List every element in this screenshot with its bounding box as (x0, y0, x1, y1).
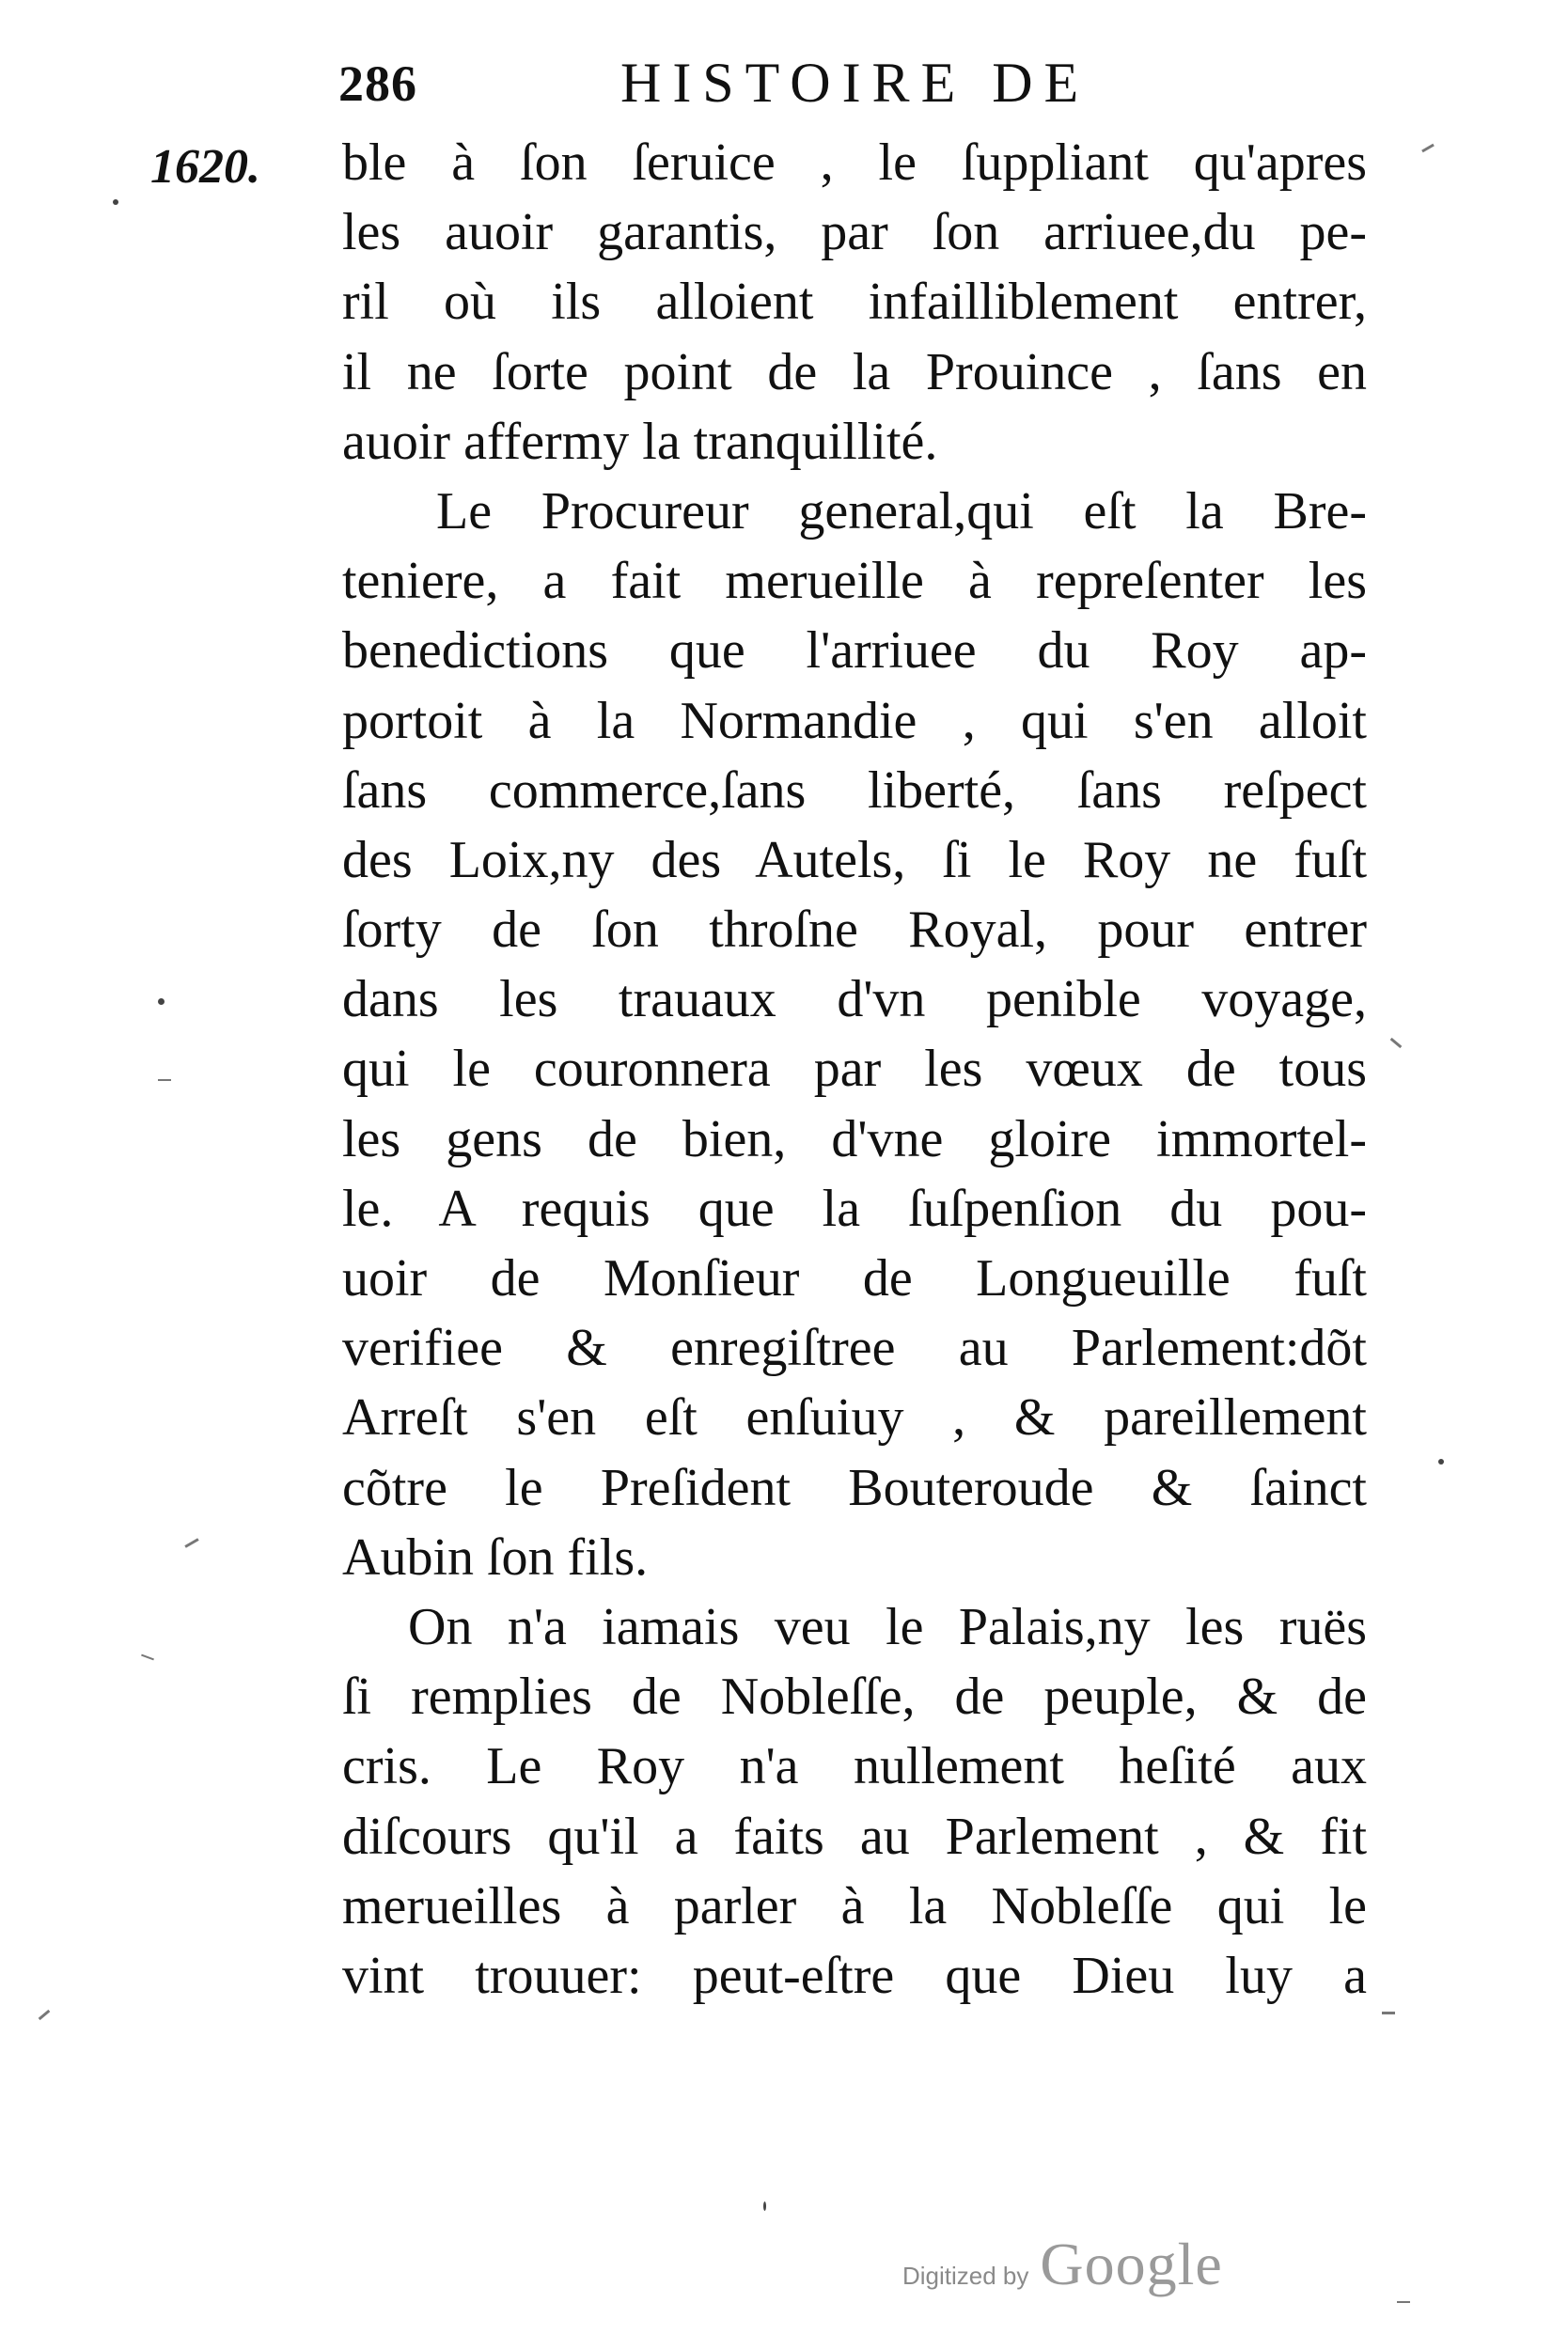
text-line: Arreſt s'en eſt enſuiuy , & pareillement (342, 1388, 1367, 1448)
text-line: le. A requis que la ſuſpenſion du pou- (342, 1179, 1367, 1238)
scan-mark (39, 2010, 51, 2020)
text-line: ſans commerce,ſans liberté, ſans reſpect (342, 760, 1367, 820)
running-title: HISTOIRE DE (620, 52, 1090, 114)
scan-mark (1421, 144, 1435, 153)
scan-speck (113, 199, 118, 205)
text-line: cõtre le Preſident Bouteroude & ſainct (342, 1458, 1367, 1517)
page-header (320, 45, 1166, 130)
paragraph-start-line: On n'a iamais veu le Palais,ny les ruës (408, 1597, 1367, 1656)
text-line: ſi remplies de Nobleſſe, de peuple, & de (342, 1668, 1367, 1727)
text-line: les gens de bien, d'vne gloire immortel- (342, 1109, 1367, 1168)
text-line: qui le couronnera par les vœux de tous (342, 1040, 1367, 1099)
text-line: teniere, a fait merueille à repreſenter les (342, 552, 1367, 611)
scan-speck (763, 2201, 766, 2211)
scan-mark (141, 1654, 154, 1661)
text-line: vint trouuer: peut-eſtre que Dieu luy a (342, 1946, 1367, 2005)
scan-speck (1438, 1459, 1444, 1465)
text-line: uoir de Monſieur de Longueuille fuſt (342, 1249, 1367, 1308)
body-text (342, 128, 1376, 2011)
scan-speck (158, 998, 165, 1005)
scan-mark (1397, 2301, 1410, 2303)
digitization-watermark (902, 2230, 1223, 2299)
text-line: verifiee & enregiſtree au Parlement:dõt (342, 1319, 1367, 1378)
scan-mark (1390, 1038, 1403, 1048)
watermark-prefix: Digitized by (902, 2262, 1029, 2290)
text-line: ſorty de ſon throſne Royal, pour entrer (342, 901, 1367, 960)
text-line: diſcours qu'il a faits au Parlement , & fit (342, 1807, 1367, 1866)
text-line: Aubin ſon fils. (342, 1528, 649, 1587)
scan-mark (158, 1079, 171, 1081)
text-line: portoit à la Normandie , qui s'en alloit (342, 691, 1367, 750)
text-line: ble à ſon ſeruice , le ſuppliant qu'apres (342, 133, 1367, 192)
scan-mark (1382, 2012, 1395, 2014)
paragraph-start-line: Le Procureur general,qui eſt la Bre- (436, 481, 1367, 540)
google-logo: Google (1040, 2231, 1223, 2297)
text-line: merueilles à parler à la Nobleſſe qui le (342, 1876, 1367, 1935)
text-line: ril où ils alloient infailliblement entrer, (342, 273, 1367, 332)
margin-year-note: 1620. (150, 140, 260, 194)
text-line: dans les trauaux d'vn penible voyage, (342, 970, 1367, 1029)
text-line: les auoir garantis, par ſon arriuee,du pe- (342, 203, 1367, 262)
text-line: il ne ſorte point de la Prouince , ſans en (342, 342, 1367, 401)
text-line: cris. Le Roy n'a nullement heſité aux (342, 1737, 1367, 1796)
text-line: benedictions que l'arriuee du Roy ap- (342, 621, 1367, 681)
text-line: des Loix,ny des Autels, ſi le Roy ne fuſt (342, 830, 1367, 889)
scan-mark (184, 1538, 198, 1548)
page-number: 286 (338, 55, 417, 112)
text-line: auoir affermy la tranquillité. (342, 412, 938, 471)
